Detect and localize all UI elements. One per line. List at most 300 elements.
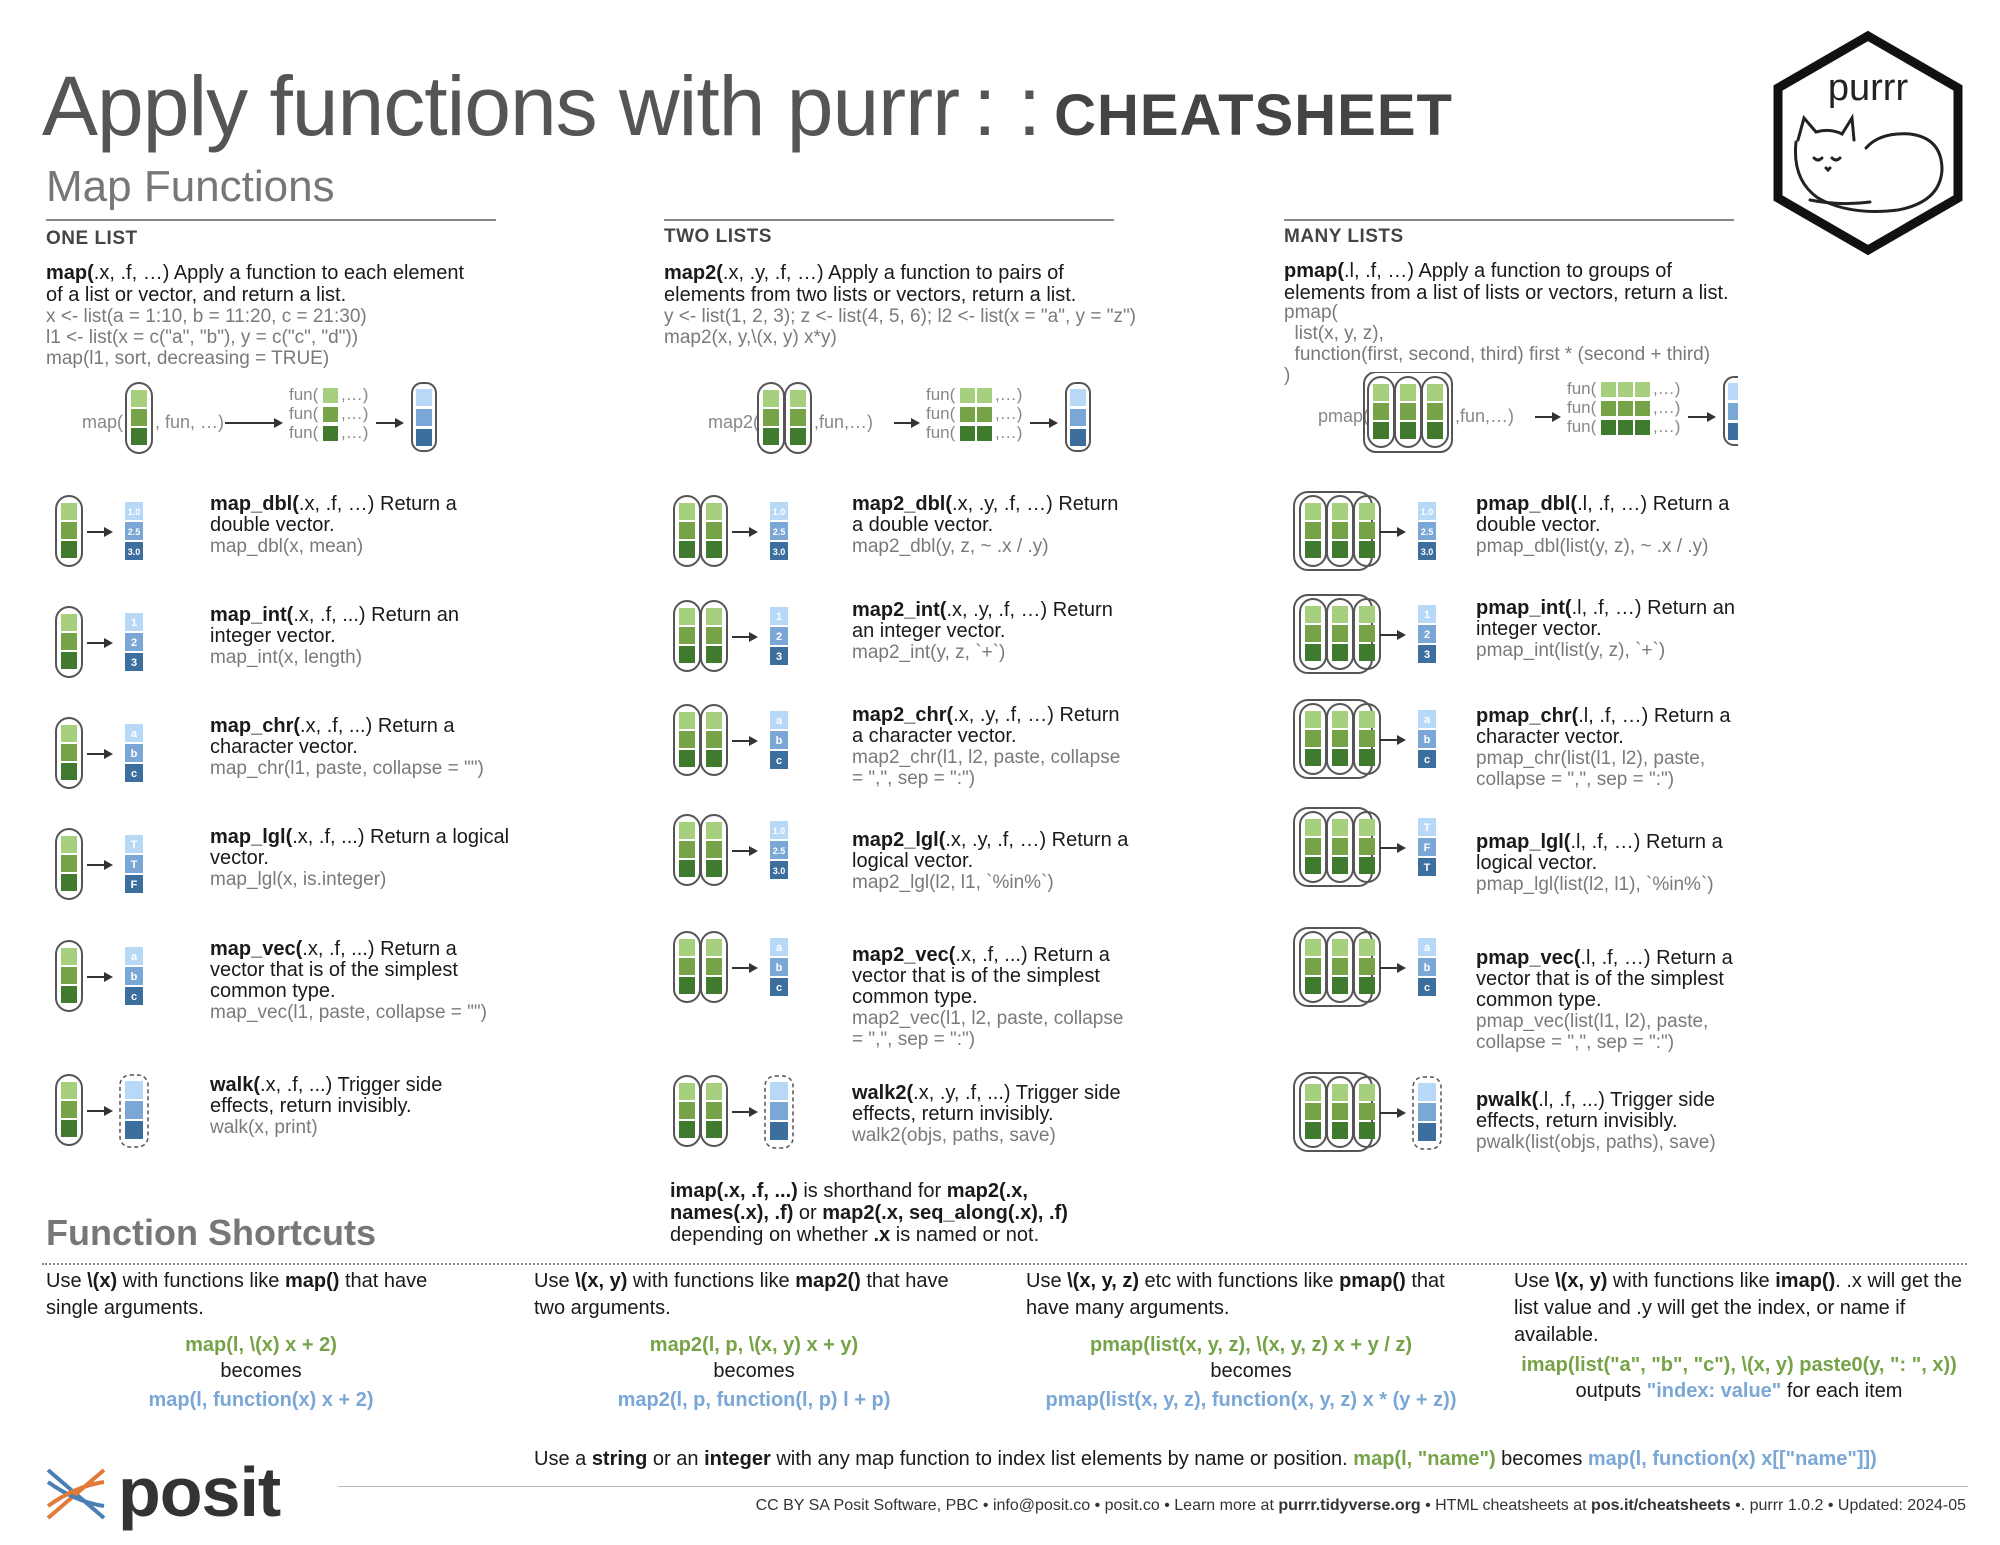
list-cell — [61, 503, 77, 520]
list-cell — [1332, 606, 1348, 623]
shortcut-becomes: becomes — [1210, 1360, 1292, 1382]
list-cell — [1305, 1084, 1321, 1101]
diagram-fun-tail: ,…) — [995, 423, 1023, 442]
output-cell — [1418, 1123, 1436, 1141]
output-cell — [1418, 1083, 1436, 1101]
function-example: map_dbl(x, mean) — [210, 536, 364, 557]
arrow-icon — [732, 632, 758, 642]
function-diagram — [1292, 591, 1442, 681]
function-example: map2_chr(l1, l2, paste, collapse = ",", sep = ":") — [852, 747, 1121, 789]
input-list — [701, 1076, 727, 1146]
list-cell — [131, 409, 147, 426]
function-example: pwalk(list(objs, paths), save) — [1476, 1132, 1716, 1153]
input-list — [1422, 377, 1448, 447]
list-cell — [706, 750, 722, 767]
function-entry — [1476, 948, 1756, 1053]
function-diagram — [1292, 1069, 1442, 1159]
function-args: .l, .f, ...) — [1538, 1089, 1605, 1111]
function-diagram — [48, 821, 198, 911]
output-label: 1.0 — [127, 507, 141, 517]
footer-text — [756, 1497, 1966, 1515]
list-cell — [1332, 1084, 1348, 1101]
col1-rule — [46, 219, 496, 221]
input-list — [674, 932, 700, 1002]
intro-text: Apply a function to groups of elements from a list of lists or vectors, return a list. — [1284, 260, 1729, 304]
fun-arg-cell — [1635, 382, 1650, 397]
fun-arg-cell — [323, 388, 338, 403]
list-cell — [679, 822, 695, 839]
output-label: 3.0 — [772, 866, 786, 876]
function-name: pwalk( — [1476, 1089, 1539, 1111]
input-list — [56, 496, 82, 566]
input-list — [1327, 932, 1353, 1002]
diagram-fun: fun( — [289, 404, 319, 423]
diagram-fun-tail: ,…) — [995, 385, 1023, 404]
function-signature — [210, 494, 510, 536]
function-example: pmap_dbl(list(y, z), ~ .x / .y) — [1476, 536, 1709, 557]
list-cell — [1332, 838, 1348, 855]
imap-x: .x — [873, 1224, 891, 1246]
shortcut-outputs: outputs — [1575, 1380, 1647, 1402]
function-diagram — [48, 488, 198, 578]
input-list — [1327, 496, 1353, 566]
index-note — [534, 1448, 1877, 1471]
diagram-fn: map( — [82, 412, 124, 432]
function-diagram — [1292, 488, 1442, 578]
fun-arg-cell — [1601, 382, 1616, 397]
footer-link-cheatsheets[interactable]: pos.it/cheatsheets — [1591, 1497, 1731, 1514]
list-cell — [1332, 819, 1348, 836]
list-cell — [1305, 958, 1321, 975]
index-text-3: with any map function to index list elements by name or position. — [770, 1448, 1354, 1470]
col3-head: MANY LISTS — [1284, 226, 1404, 247]
input-list — [758, 383, 784, 453]
list-cell — [1305, 644, 1321, 661]
index-blue-code: map(l, function(x) x[["name"]]) — [1587, 1448, 1877, 1470]
list-cell — [706, 541, 722, 558]
shortcut-text-1: Use — [1514, 1270, 1556, 1292]
list-cell — [1305, 819, 1321, 836]
input-list — [1327, 599, 1353, 669]
list-cell — [1400, 384, 1416, 401]
diagram-fn: pmap( — [1318, 406, 1370, 426]
output-label: 2 — [775, 631, 783, 643]
output-label: c — [130, 768, 138, 780]
list-cell — [679, 503, 695, 520]
footer-html: • HTML cheatsheets at — [1420, 1497, 1592, 1514]
output-label: b — [130, 971, 138, 983]
function-signature — [1476, 948, 1756, 1011]
col1-head: ONE LIST — [46, 228, 138, 249]
diagram-fun-tail: ,…) — [341, 404, 369, 423]
list-cell — [706, 503, 722, 520]
diagram-fun: fun( — [289, 385, 319, 404]
function-example: pmap_lgl(list(l2, l1), `%in%`) — [1476, 874, 1714, 895]
list-cell — [61, 1120, 77, 1137]
output-label: b — [775, 735, 783, 747]
list-cell — [1305, 1122, 1321, 1139]
list-cell — [61, 1101, 77, 1118]
list-cell — [61, 763, 77, 780]
diagram-args: ,fun,…) — [814, 412, 874, 432]
output-cell — [1728, 383, 1738, 400]
input-list — [1368, 377, 1394, 447]
output-vector — [1418, 818, 1436, 876]
output-label: T — [130, 839, 138, 851]
arrow-icon — [376, 418, 404, 428]
list-cell — [679, 731, 695, 748]
arrow-icon — [87, 527, 113, 537]
output-label: 3.0 — [1420, 547, 1434, 557]
output-label: 1.0 — [772, 826, 786, 836]
col2-head: TWO LISTS — [664, 226, 772, 247]
shortcut-text-2: with functions like — [627, 1270, 796, 1292]
output-label: c — [1423, 982, 1431, 994]
list-cell — [706, 646, 722, 663]
function-entry — [1476, 706, 1756, 790]
output-vector — [125, 502, 143, 560]
logo-text: purrr — [1827, 67, 1909, 109]
list-cell — [1373, 403, 1389, 420]
shortcut-lambda: \(x) — [87, 1270, 118, 1292]
intro-args: .l, .f, …) — [1344, 260, 1414, 282]
output-vector — [125, 835, 143, 893]
output-label: 1 — [130, 617, 138, 629]
function-signature — [852, 705, 1132, 747]
function-diagram — [666, 697, 816, 787]
function-desc: Return an integer vector. — [852, 599, 1113, 642]
function-args: .x, .f, ...) — [955, 944, 1028, 966]
footer-link-purrr[interactable]: purrr.tidyverse.org — [1278, 1497, 1421, 1514]
fun-arg-cell — [1618, 401, 1633, 416]
purrr-hex-logo — [1770, 30, 1966, 256]
list-cell — [1332, 625, 1348, 642]
diagram-fun-tail: ,…) — [341, 423, 369, 442]
input-list — [1354, 812, 1380, 882]
arrow-icon — [732, 527, 758, 537]
list-cell — [763, 409, 779, 426]
output-label: 2.5 — [772, 846, 786, 856]
function-signature — [210, 605, 510, 647]
intro-args: .x, .y, .f, …) — [722, 262, 824, 284]
output-label: b — [1423, 962, 1431, 974]
col1-code: x <- list(a = 1:10, b = 11:20, c = 21:30) l1 <- list(x = c("a", "b"), y = c("c", "d")) map(l1, sort, decreasing = TRUE) — [46, 306, 367, 369]
output-label: a — [775, 942, 783, 954]
input-list — [674, 815, 700, 885]
list-cell — [1332, 644, 1348, 661]
list-cell — [61, 986, 77, 1003]
input-list — [674, 1076, 700, 1146]
fun-arg-cell — [1618, 382, 1633, 397]
function-signature — [1476, 832, 1756, 874]
function-name: map_chr( — [210, 715, 301, 737]
shortcut-fn: pmap() — [1339, 1270, 1406, 1292]
list-cell — [61, 725, 77, 742]
output-cell — [770, 1082, 788, 1100]
list-cell — [61, 967, 77, 984]
output-label: b — [130, 748, 138, 760]
list-cell — [1427, 384, 1443, 401]
output-label: c — [1423, 754, 1431, 766]
output-label: 3 — [1423, 649, 1431, 661]
list-cell — [1305, 606, 1321, 623]
input-list — [1300, 932, 1326, 1002]
arrow-icon — [732, 1107, 758, 1117]
fun-arg-cell — [1635, 420, 1650, 435]
list-cell — [679, 608, 695, 625]
diagram-fun: fun( — [289, 423, 319, 442]
function-args: .x, .y, .f, …) — [953, 704, 1054, 726]
arrow-icon — [1688, 412, 1716, 422]
input-list — [1327, 704, 1353, 774]
list-cell — [706, 977, 722, 994]
function-args: .x, .f, ...) — [260, 1074, 333, 1096]
function-desc: Return an integer vector. — [210, 604, 459, 647]
output-label: 3 — [775, 651, 783, 663]
function-example: pmap_vec(list(l1, l2), paste, collapse = ",", sep = ":") — [1476, 1011, 1709, 1053]
function-name: pmap_vec( — [1476, 947, 1581, 969]
shortcut-text-1: Use — [534, 1270, 576, 1292]
output-vector — [1418, 502, 1436, 560]
list-cell — [1359, 857, 1375, 874]
posit-logo-icon — [44, 1462, 108, 1526]
arrow-icon — [87, 972, 113, 982]
function-diagram — [48, 1067, 198, 1157]
output-cell — [1070, 409, 1086, 426]
shortcut-text-3: that have single arguments. — [46, 1270, 428, 1319]
imap-text: is shorthand for — [797, 1180, 947, 1202]
input-list — [701, 601, 727, 671]
shortcut-fn: map() — [284, 1270, 340, 1292]
shortcuts-rule — [42, 1263, 1967, 1265]
function-signature — [210, 939, 510, 1002]
list-cell — [706, 627, 722, 644]
list-cell — [679, 522, 695, 539]
function-desc: Trigger side effects, return invisibly. — [210, 1074, 443, 1117]
list-cell — [61, 836, 77, 853]
list-cell — [706, 841, 722, 858]
list-cell — [1400, 403, 1416, 420]
col3-rule — [1284, 219, 1734, 221]
function-args: .x, .y, .f, …) — [946, 599, 1048, 621]
list-cell — [1332, 541, 1348, 558]
list-cell — [706, 958, 722, 975]
list-cell — [1332, 857, 1348, 874]
diagram-fun: fun( — [1567, 379, 1597, 398]
list-cell — [679, 1102, 695, 1119]
list-cell — [61, 948, 77, 965]
function-name: walk( — [210, 1074, 261, 1096]
input-list — [701, 932, 727, 1002]
diagram-fun: fun( — [926, 423, 956, 442]
intro-fn: map( — [46, 262, 94, 284]
output-label: a — [1423, 714, 1431, 726]
function-signature — [852, 830, 1132, 872]
function-desc: Return a logical vector. — [210, 826, 510, 869]
col2-intro — [664, 262, 1104, 306]
diagram-fun-tail: ,…) — [341, 385, 369, 404]
list-cell — [1359, 711, 1375, 728]
shortcut-text-3: . .x will get the list value and .y will get the index, or name if available. — [1514, 1270, 1962, 1346]
input-list — [1327, 812, 1353, 882]
list-cell — [61, 744, 77, 761]
function-desc: Return a logical vector. — [1476, 831, 1723, 874]
list-cell — [706, 1121, 722, 1138]
function-desc: Return a logical vector. — [852, 829, 1129, 872]
function-example: map2_vec(l1, l2, paste, collapse = ",", sep = ":") — [852, 1008, 1124, 1050]
list-cell — [131, 428, 147, 445]
output-cell — [1070, 429, 1086, 446]
function-diagram — [1292, 804, 1442, 894]
list-cell — [1359, 977, 1375, 994]
list-cell — [61, 652, 77, 669]
input-list — [785, 383, 811, 453]
shortcut-lambda: \(x, y) — [1555, 1270, 1608, 1292]
output-vector — [1413, 1077, 1441, 1149]
index-integer: integer — [704, 1448, 771, 1470]
list-cell — [1359, 958, 1375, 975]
list-cell — [679, 977, 695, 994]
list-cell — [1332, 958, 1348, 975]
input-list — [56, 718, 82, 788]
shortcut-lambda: \(x, y) — [575, 1270, 628, 1292]
function-signature — [210, 827, 510, 869]
function-desc: Return a vector that is of the simplest common type. — [1476, 947, 1733, 1011]
shortcut-fn: map2() — [795, 1270, 861, 1292]
shortcut-output-value: "index: value" — [1646, 1380, 1782, 1402]
imap-map2-names: map2(.x, names(.x), .f) — [670, 1180, 1028, 1224]
footer-rule — [338, 1486, 1968, 1487]
output-vector — [1418, 938, 1436, 996]
output-label: c — [775, 755, 783, 767]
col1-intro — [46, 262, 486, 306]
intro-fn: map2( — [664, 262, 723, 284]
output-vector — [125, 724, 143, 782]
list-cell — [1305, 522, 1321, 539]
map-diagram — [1318, 372, 1738, 462]
fun-arg-cell — [977, 407, 992, 422]
list-cell — [1359, 606, 1375, 623]
output-vector — [770, 821, 788, 879]
function-diagram — [666, 593, 816, 683]
list-cell — [1305, 625, 1321, 642]
diagram-fn: map2( — [708, 412, 760, 432]
footer-version: •. purrr 1.0.2 • Updated: 2024-05 — [1730, 1497, 1966, 1514]
list-cell — [61, 1082, 77, 1099]
input-list — [1354, 932, 1380, 1002]
function-name: map_dbl( — [210, 493, 299, 515]
list-cell — [706, 860, 722, 877]
function-diagram — [666, 1068, 816, 1158]
shortcut-lambda-code: map(l, \(x) x + 2) — [185, 1334, 337, 1356]
arrow-icon — [87, 1106, 113, 1116]
output-label: b — [775, 962, 783, 974]
output-label: 2 — [1423, 629, 1431, 641]
list-cell — [1359, 1103, 1375, 1120]
output-label: 1.0 — [1420, 507, 1434, 517]
shortcut-fn: imap() — [1775, 1270, 1836, 1292]
list-cell — [679, 841, 695, 858]
diagram-fun: fun( — [926, 404, 956, 423]
fun-arg-cell — [977, 426, 992, 441]
function-entry — [852, 600, 1132, 663]
output-label: 3.0 — [127, 547, 141, 557]
function-name: map_lgl( — [210, 826, 293, 848]
function-example: map_int(x, length) — [210, 647, 363, 668]
arrow-icon — [1380, 630, 1406, 640]
list-cell — [706, 522, 722, 539]
input-list — [56, 607, 82, 677]
list-cell — [679, 860, 695, 877]
list-cell — [61, 541, 77, 558]
arrow-icon — [87, 638, 113, 648]
function-args: .x, .y, .f, …) — [952, 493, 1053, 515]
function-signature — [1476, 1090, 1756, 1132]
output-label: c — [130, 991, 138, 1003]
list-cell — [1427, 403, 1443, 420]
input-list — [1354, 496, 1380, 566]
function-example: map2_int(y, z, `+`) — [852, 642, 1006, 663]
input-list — [1300, 496, 1326, 566]
function-name: pmap_lgl( — [1476, 831, 1571, 853]
function-entry — [210, 827, 510, 890]
list-cell — [61, 522, 77, 539]
list-cell — [706, 608, 722, 625]
shortcut-lambda-code: map2(l, p, \(x, y) x + y) — [649, 1334, 859, 1356]
function-entry — [210, 716, 510, 779]
list-cell — [1359, 749, 1375, 766]
output-cell — [770, 1122, 788, 1140]
output-label: a — [130, 728, 138, 740]
function-args: .x, .f, ...) — [300, 715, 373, 737]
arrow-icon — [1380, 735, 1406, 745]
imap-text-2: depending on whether — [670, 1224, 874, 1246]
input-list — [56, 829, 82, 899]
shortcut-becomes: becomes — [713, 1360, 795, 1382]
function-name: map_vec( — [210, 938, 303, 960]
output-label: 2 — [130, 637, 138, 649]
shortcuts-title: Function Shortcuts — [46, 1212, 376, 1253]
list-cell — [1305, 503, 1321, 520]
function-desc: Return a vector that is of the simplest common type. — [210, 938, 458, 1002]
shortcut-output-line — [1514, 1380, 1964, 1403]
list-cell — [1359, 1122, 1375, 1139]
output-label: a — [775, 715, 783, 727]
shortcut-lambda-code: imap(list("a", "b", "c"), \(x, y) paste0(y, ": ", x)) — [1521, 1354, 1957, 1376]
arrow-icon — [1380, 963, 1406, 973]
function-diagram — [1292, 696, 1442, 786]
function-args: .l, .f, …) — [1580, 947, 1651, 969]
output-vector — [765, 1076, 793, 1148]
index-becomes: becomes — [1495, 1448, 1588, 1470]
function-name: map2_int( — [852, 599, 947, 621]
list-cell — [1332, 522, 1348, 539]
list-cell — [1305, 1103, 1321, 1120]
arrow-icon — [225, 418, 283, 428]
title-sep: : : — [973, 59, 1041, 153]
function-args: .l, .f, …) — [1577, 493, 1648, 515]
list-cell — [1305, 857, 1321, 874]
output-label: b — [1423, 734, 1431, 746]
function-entry — [852, 705, 1132, 789]
function-desc: Return a character vector. — [1476, 705, 1731, 748]
output-vector — [1418, 710, 1436, 768]
output-label: 1 — [1423, 609, 1431, 621]
input-list — [56, 941, 82, 1011]
diagram-fun: fun( — [1567, 417, 1597, 436]
map-diagram — [708, 378, 1128, 468]
list-cell — [763, 428, 779, 445]
